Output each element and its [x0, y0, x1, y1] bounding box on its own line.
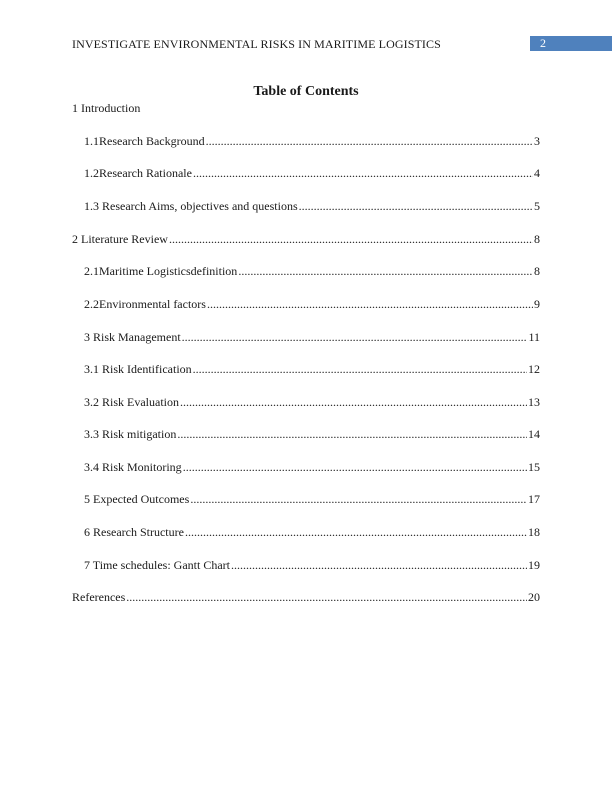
toc-entry-label: 1.2Research Rationale — [84, 166, 192, 180]
toc-entry-page: 19 — [528, 558, 540, 572]
toc-entry-risk-evaluation[interactable] — [84, 395, 540, 409]
toc-entry-label: 7 Time schedules: Gantt Chart — [84, 558, 230, 572]
toc-entry-research-structure[interactable] — [84, 525, 540, 539]
toc-entry-page: 5 — [534, 199, 540, 213]
toc-entry-label: 2 Literature Review — [72, 232, 168, 246]
toc-leader-dots — [238, 264, 533, 278]
toc-entry-research-aims[interactable] — [84, 199, 540, 213]
toc-entry-page: 13 — [528, 395, 540, 409]
toc-entry-page: 3 — [534, 134, 540, 148]
toc-entry-label: 3.1 Risk Identification — [84, 362, 192, 376]
toc-entry-page: 18 — [528, 525, 540, 539]
toc-entry-label: References — [72, 590, 126, 604]
toc-entry-page: 8 — [534, 264, 540, 278]
toc-entry-label: 1.1Research Background — [84, 134, 205, 148]
toc-section-introduction: 1 Introduction — [72, 101, 141, 115]
toc-entry-maritime-logistics-definition[interactable] — [84, 264, 540, 278]
toc-entry-label: 3.3 Risk mitigation — [84, 427, 177, 441]
toc-leader-dots — [231, 558, 527, 572]
toc-leader-dots — [193, 362, 527, 376]
toc-leader-dots — [126, 590, 527, 604]
toc-entry-label: 1.3 Research Aims, objectives and questions — [84, 199, 298, 213]
toc-entry-risk-mitigation[interactable] — [84, 427, 540, 441]
toc-entry-label: 3 Risk Management — [84, 330, 181, 344]
toc-entry-page: 14 — [528, 427, 540, 441]
toc-entry-label: 2.1Maritime Logisticsdefinition — [84, 264, 238, 278]
toc-entry-page: 17 — [528, 492, 540, 506]
toc-entry-page: 11 — [528, 330, 540, 344]
toc-entry-label: 2.2Environmental factors — [84, 297, 206, 311]
toc-entry-page: 9 — [534, 297, 540, 311]
toc-leader-dots — [190, 492, 527, 506]
toc-entry-page: 20 — [528, 590, 540, 604]
toc-entry-label: 3.2 Risk Evaluation — [84, 395, 179, 409]
toc-leader-dots — [177, 427, 527, 441]
toc-leader-dots — [299, 199, 533, 213]
toc-leader-dots — [182, 330, 528, 344]
toc-heading: Table of Contents — [253, 84, 359, 99]
toc-entry-research-rationale[interactable] — [84, 166, 540, 180]
page-number-badge: 2 — [530, 36, 612, 51]
toc-leader-dots — [207, 297, 533, 311]
toc-leader-dots — [183, 460, 527, 474]
toc-leader-dots — [185, 525, 527, 539]
toc-entry-label: 3.4 Risk Monitoring — [84, 460, 182, 474]
toc-entry-page: 8 — [534, 232, 540, 246]
toc-leader-dots — [206, 134, 533, 148]
toc-entry-references[interactable] — [72, 590, 540, 604]
toc-entry-risk-monitoring[interactable] — [84, 460, 540, 474]
toc-entry-page: 12 — [528, 362, 540, 376]
toc-entry-label: 5 Expected Outcomes — [84, 492, 190, 506]
toc-entry-label: 6 Research Structure — [84, 525, 184, 539]
toc-entry-expected-outcomes[interactable] — [84, 492, 540, 506]
toc-entry-page: 15 — [528, 460, 540, 474]
toc-entry-literature-review[interactable] — [72, 232, 540, 246]
toc-entry-gantt-chart[interactable] — [84, 558, 540, 572]
toc-entry-risk-identification[interactable] — [84, 362, 540, 376]
toc-leader-dots — [169, 232, 533, 246]
toc-leader-dots — [180, 395, 527, 409]
running-head: INVESTIGATE ENVIRONMENTAL RISKS IN MARITIME LOGISTICS — [72, 37, 441, 51]
toc-entry-page: 4 — [534, 166, 540, 180]
toc-leader-dots — [193, 166, 533, 180]
page-header — [72, 36, 612, 52]
toc-entry-risk-management[interactable] — [84, 330, 540, 344]
toc-entry-research-background[interactable] — [84, 134, 540, 148]
toc-entry-environmental-factors[interactable] — [84, 297, 540, 311]
